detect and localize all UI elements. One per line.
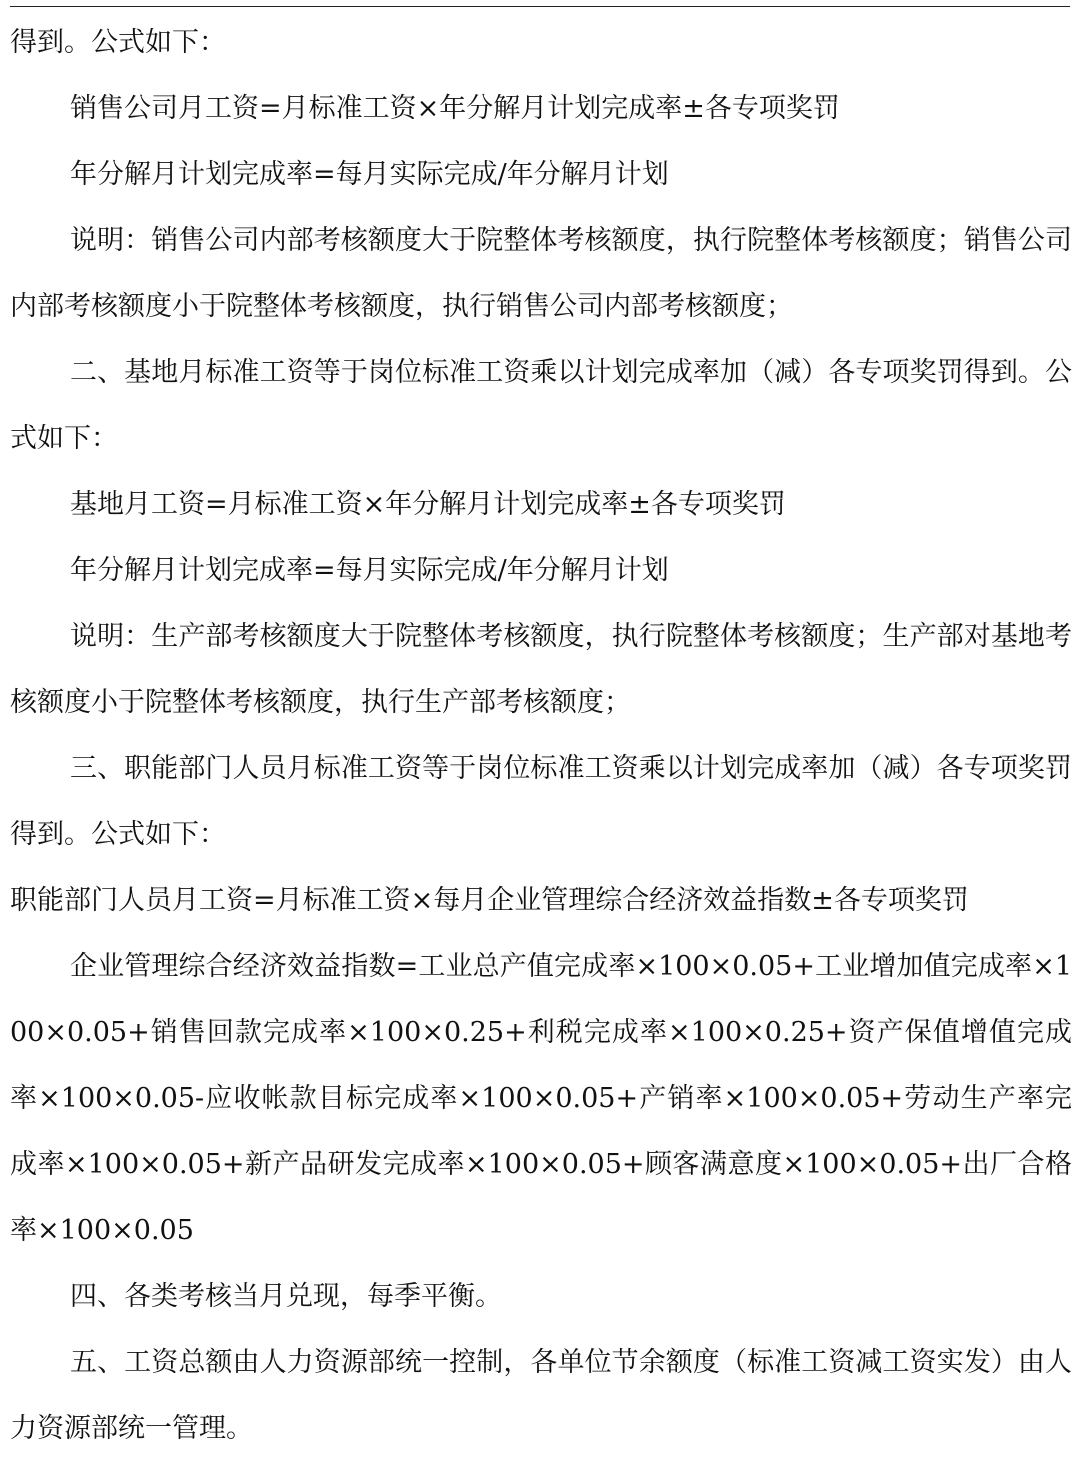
paragraph-efficiency-index: 企业管理综合经济效益指数=工业总产值完成率×100×0.05+工业增加值完成率×100×0.05+销售回款完成率×100×0.25+利税完成率×100×0.25+资产保值增值完成率×100×0.05-应收帐款目标完成率×100×0.05+产销率×100×0.05+劳动生产率完成率×100×0.05+新产品研发完成率×100×0.05+顾客满意度×100×0.05+出厂合格率×100×0.05: [10, 951, 1072, 1246]
paragraph-base-formula: 基地月工资=月标准工资×年分解月计划完成率±各专项奖罚: [70, 489, 786, 520]
top-rule: [10, 6, 1070, 7]
paragraph-sales-completion-rate: 年分解月计划完成率=每月实际完成/年分解月计划: [70, 159, 669, 190]
document-body: [10, 10, 1072, 1462]
paragraph-section-4: 四、各类考核当月兑现，每季平衡。: [70, 1281, 502, 1312]
paragraph-continuation: 得到。公式如下：: [10, 27, 226, 58]
paragraph-sales-formula: 销售公司月工资=月标准工资×年分解月计划完成率±各专项奖罚: [70, 93, 840, 124]
paragraph-section-3: 三、职能部门人员月标准工资等于岗位标准工资乘以计划完成率加（减）各专项奖罚得到。公式如下：: [10, 753, 1072, 850]
paragraph-base-note: 说明：生产部考核额度大于院整体考核额度，执行院整体考核额度；生产部对基地考核额度小于院整体考核额度，执行生产部考核额度；: [10, 621, 1072, 718]
paragraph-functional-formula: 职能部门人员月工资=月标准工资×每月企业管理综合经济效益指数±各专项奖罚: [10, 885, 969, 916]
paragraph-sales-note: 说明：销售公司内部考核额度大于院整体考核额度，执行院整体考核额度；销售公司内部考核额度小于院整体考核额度，执行销售公司内部考核额度；: [10, 225, 1072, 322]
paragraph-section-5: 五、工资总额由人力资源部统一控制，各单位节余额度（标准工资减工资实发）由人力资源部统一管理。: [10, 1347, 1072, 1444]
paragraph-section-2: 二、基地月标准工资等于岗位标准工资乘以计划完成率加（减）各专项奖罚得到。公式如下：: [10, 357, 1072, 454]
paragraph-base-completion-rate: 年分解月计划完成率=每月实际完成/年分解月计划: [70, 555, 669, 586]
